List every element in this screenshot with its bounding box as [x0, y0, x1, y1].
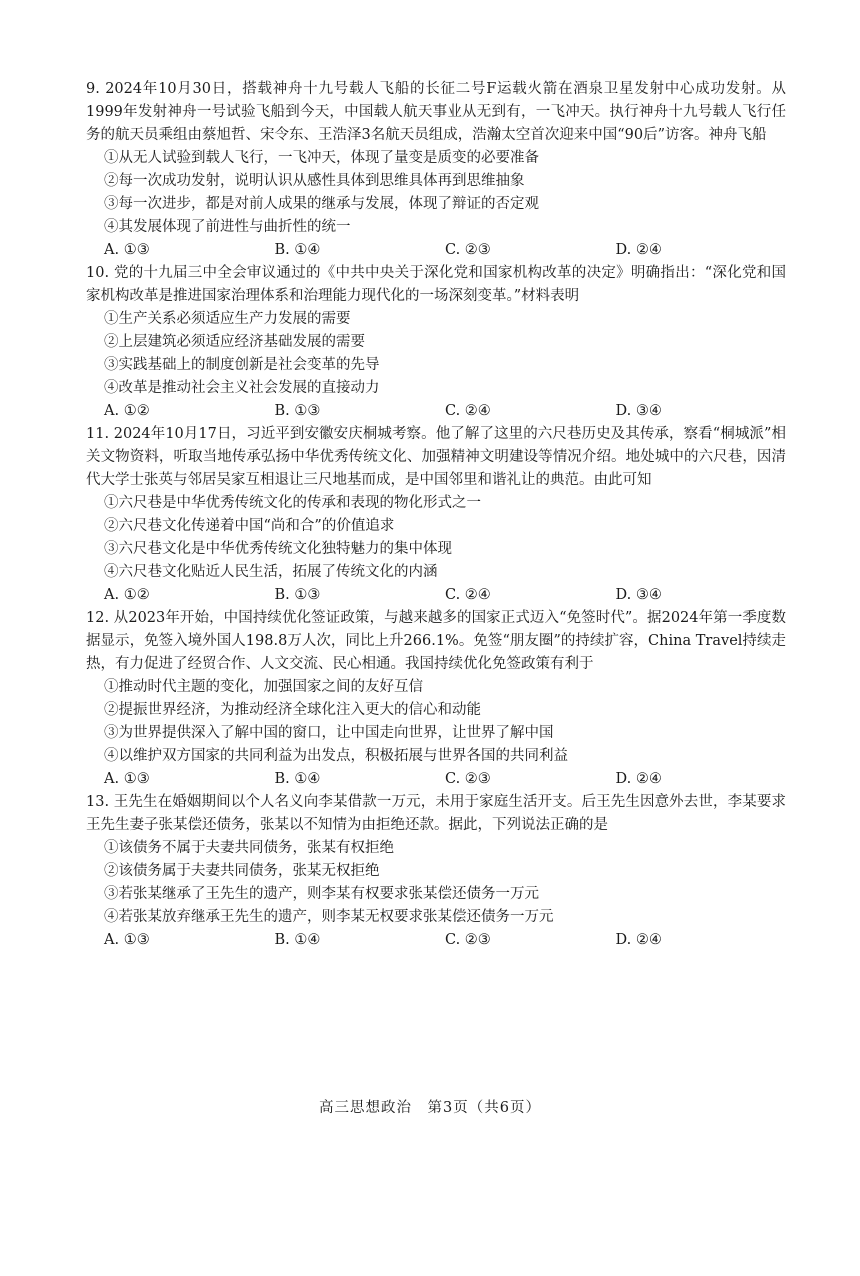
answer-choice: C. ②④: [445, 587, 491, 603]
statement-option: ②六尺巷文化传递着中国“尚和合”的价值追求: [104, 518, 395, 534]
statement-option: ②上层建筑必须适应经济基础发展的需要: [104, 334, 365, 350]
question-stem: 11. 2024年10月17日，习近平到安徽安庆桐城考察。他了解了这里的六尺巷历史及其传承，察看“桐城派”相关文物资料，听取当地传承弘扬中华优秀传统文化、加强精神文明建设等情况介绍。地处城中的六尺巷，因清代大学士张英与邻居吴家互相退让三尺地基而成，是中国邻里和谐礼让的典范。由此可知: [86, 426, 786, 488]
statement-option: ④改革是推动社会主义社会发展的直接动力: [104, 380, 380, 396]
answer-choice: C. ②③: [445, 242, 491, 258]
statement-option: ②每一次成功发射，说明认识从感性具体到思维具体再到思维抽象: [104, 173, 525, 189]
answer-choice: B. ①④: [274, 932, 321, 948]
statement-option: ③若张某继承了王先生的遗产，则李某有权要求张某偿还债务一万元: [104, 886, 539, 902]
answer-choices: [86, 584, 786, 607]
statement-option: ③每一次进步，都是对前人成果的继承与发展，体现了辩证的否定观: [104, 196, 539, 212]
question-stem: 12. 从2023年开始，中国持续优化签证政策，与越来越多的国家正式迈入“免签时代”。据2024年第一季度数据显示，免签入境外国人198.8万人次，同比上升266.1%。免签“朋友圈”的持续扩容，China Travel持续走热，有力促进了经贸合作、人文交流、民心相通。我国持续优化免签政策有利于: [86, 610, 786, 672]
answer-choices: [86, 400, 786, 423]
answer-choice: C. ②③: [445, 932, 491, 948]
statement-option: ②该债务属于夫妻共同债务，张某无权拒绝: [104, 863, 380, 879]
answer-choice: D. ②④: [615, 242, 662, 258]
statement-option: ③实践基础上的制度创新是社会变革的先导: [104, 357, 380, 373]
statement-option: ④以维护双方国家的共同利益为出发点，积极拓展与世界各国的共同利益: [104, 748, 568, 764]
statement-option: ①生产关系必须适应生产力发展的需要: [104, 311, 351, 327]
answer-choices: [86, 239, 786, 262]
question-block: [86, 423, 786, 607]
answer-choice: C. ②④: [445, 403, 491, 419]
answer-choice: D. ③④: [615, 587, 662, 603]
answer-choice: A. ①③: [104, 242, 150, 258]
answer-choice: C. ②③: [445, 771, 491, 787]
statement-option: ①推动时代主题的变化，加强国家之间的友好互信: [104, 679, 423, 695]
question-block: [86, 791, 786, 952]
answer-choice: B. ①④: [274, 771, 321, 787]
statement-option: ①该债务不属于夫妻共同债务，张某有权拒绝: [104, 840, 394, 856]
answer-choice: A. ①③: [104, 932, 150, 948]
question-block: [86, 607, 786, 791]
question-stem: 10. 党的十九届三中全会审议通过的《中共中央关于深化党和国家机构改革的决定》明确指出：“深化党和国家机构改革是推进国家治理体系和治理能力现代化的一场深刻变革。”材料表明: [86, 265, 786, 304]
statement-option: ②提振世界经济，为推动经济全球化注入更大的信心和动能: [104, 702, 481, 718]
answer-choices: [86, 768, 786, 791]
statement-option: ①六尺巷是中华优秀传统文化的传承和表现的物化形式之一: [104, 495, 481, 511]
question-block: [86, 78, 786, 262]
statement-option: ④六尺巷文化贴近人民生活，拓展了传统文化的内涵: [104, 564, 438, 580]
answer-choice: B. ①④: [274, 242, 321, 258]
answer-choice: B. ①③: [274, 587, 321, 603]
question-list: [86, 78, 786, 952]
question-block: [86, 262, 786, 423]
answer-choice: A. ①②: [104, 587, 150, 603]
statement-option: ④其发展体现了前进性与曲折性的统一: [104, 219, 351, 235]
answer-choice: A. ①②: [104, 403, 150, 419]
page-footer: 高三思想政治 第3页（共6页）: [319, 1100, 541, 1116]
statement-option: ③六尺巷文化是中华优秀传统文化独特魅力的集中体现: [104, 541, 452, 557]
answer-choice: D. ②④: [615, 932, 662, 948]
statement-option: ④若张某放弃继承王先生的遗产，则李某无权要求张某偿还债务一万元: [104, 909, 554, 925]
answer-choice: D. ③④: [615, 403, 662, 419]
question-stem: 13. 王先生在婚姻期间以个人名义向李某借款一万元，未用于家庭生活开支。后王先生因意外去世，李某要求王先生妻子张某偿还债务，张某以不知情为由拒绝还款。据此，下列说法正确的是: [86, 794, 786, 833]
statement-option: ①从无人试验到载人飞行，一飞冲天，体现了量变是质变的必要准备: [104, 150, 539, 166]
answer-choice: A. ①③: [104, 771, 150, 787]
answer-choices: [86, 929, 786, 952]
question-stem: 9. 2024年10月30日，搭载神舟十九号载人飞船的长征二号F运载火箭在酒泉卫星发射中心成功发射。从1999年发射神舟一号试验飞船到今天，中国载人航天事业从无到有，一飞冲天。执行神舟十九号载人飞行任务的航天员乘组由蔡旭哲、宋令东、王浩泽3名航天员组成，浩瀚太空首次迎来中国“90后”访客。神舟飞船: [86, 81, 786, 143]
statement-option: ③为世界提供深入了解中国的窗口，让中国走向世界，让世界了解中国: [104, 725, 554, 741]
answer-choice: D. ②④: [615, 771, 662, 787]
answer-choice: B. ①③: [274, 403, 321, 419]
